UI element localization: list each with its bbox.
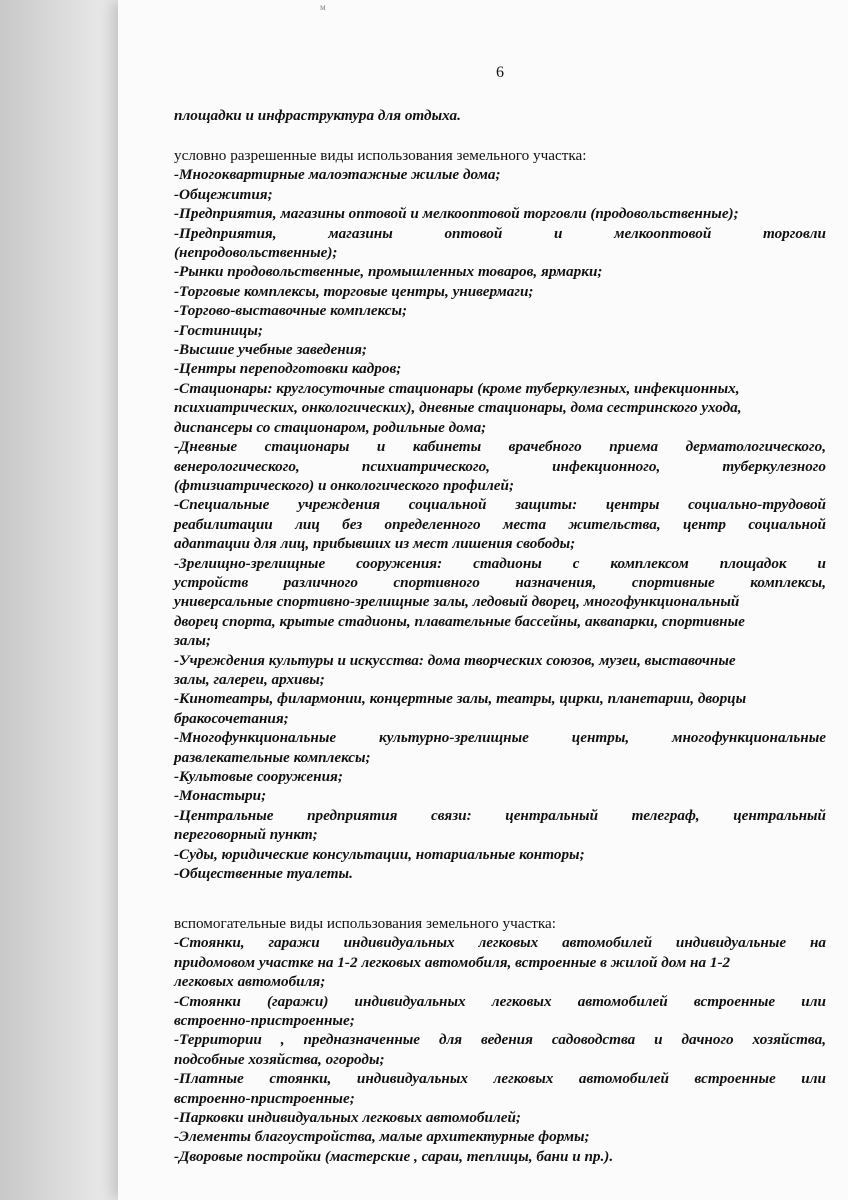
auxiliary-uses-section (174, 914, 826, 1166)
conditional-use-line: -Центры переподготовки кадров; (174, 360, 402, 378)
conditional-use-line: -Монастыри; (174, 787, 267, 805)
conditional-use-line: -Центральные предприятия связи: центральный телеграф, центральный (174, 806, 826, 824)
conditional-use-line: универсальные спортивно-зрелищные залы, ледовый дворец, многофункциональный (174, 593, 740, 611)
conditional-use-line: -Предприятия, магазины оптовой и мелкооптовой торговли (174, 224, 826, 242)
conditional-use-line: -Многоквартирные малоэтажные жилые дома; (174, 166, 501, 184)
conditional-use-line: -Суды, юридические консультации, нотариальные конторы; (174, 845, 585, 863)
conditional-use-line: (фтизиатрического) и онкологического профилей; (174, 476, 515, 494)
auxiliary-use-line: -Элементы благоустройства, малые архитектурные формы; (174, 1128, 590, 1146)
conditional-use-line: венерологического, психиатрического, инфекционного, туберкулезного (174, 457, 826, 475)
conditional-use-line: -Стационары: круглосуточные стационары (кроме туберкулезных, инфекционных, (174, 379, 740, 397)
conditional-use-line: -Общежития; (174, 185, 273, 203)
conditional-use-line: -Многофункциональные культурно-зрелищные центры, многофункциональные (174, 729, 826, 747)
conditional-use-line: залы; (174, 632, 211, 650)
conditional-use-line: дворец спорта, крытые стадионы, плавательные бассейны, аквапарки, спортивные (174, 612, 745, 630)
auxiliary-use-line: легковых автомобиля; (174, 973, 326, 991)
conditional-uses-list (174, 165, 826, 883)
auxiliary-uses-list (174, 933, 826, 1166)
auxiliary-use-line: -Дворовые постройки (мастерские , сараи, теплицы, бани и пр.). (174, 1147, 614, 1165)
auxiliary-use-line: подсобные хозяйства, огороды; (174, 1050, 385, 1068)
conditional-use-line: -Гостиницы; (174, 321, 263, 339)
conditional-use-line: -Общественные туалеты. (174, 865, 353, 883)
conditional-use-line: -Рынки продовольственные, промышленных товаров, ярмарки; (174, 263, 603, 281)
auxiliary-uses-heading: вспомогательные виды использования земельного участка: (174, 915, 556, 932)
conditional-use-line: реабилитации лиц без определенного места жительства, центр социальной (174, 515, 826, 533)
conditional-use-line: -Кинотеатры, филармонии, концертные залы, театры, цирки, планетарии, дворцы (174, 690, 747, 708)
conditional-use-line: -Высшие учебные заведения; (174, 341, 367, 359)
conditional-use-line: -Дневные стационары и кабинеты врачебного приема дерматологического, (174, 438, 826, 456)
conditional-uses-section (174, 146, 826, 883)
auxiliary-use-line: -Территории , предназначенные для ведения садоводства и дачного хозяйства, (174, 1031, 826, 1049)
continuation-text: площадки и инфраструктура для отдыха. (174, 107, 461, 124)
conditional-use-line: -Торгово-выставочные комплексы; (174, 302, 408, 320)
conditional-use-line: -Торговые комплексы, торговые центры, универмаги; (174, 282, 534, 300)
conditional-use-line: -Культовые сооружения; (174, 768, 343, 785)
auxiliary-use-line: -Платные стоянки, индивидуальных легковых автомобилей встроенные или (174, 1070, 826, 1088)
auxiliary-use-line: -Стоянки, гаражи индивидуальных легковых автомобилей индивидуальные на (174, 934, 826, 952)
conditional-use-line: переговорный пункт; (174, 826, 318, 844)
auxiliary-use-line: встроенно-пристроенные; (174, 1012, 355, 1030)
continuation-block (174, 106, 826, 125)
auxiliary-use-line: встроенно-пристроенные; (174, 1089, 355, 1107)
conditional-uses-heading: условно разрешенные виды использования земельного участка: (174, 147, 587, 164)
header-mark: м (320, 2, 326, 12)
conditional-use-line: (непродовольственные); (174, 244, 338, 262)
conditional-use-line: диспансеры со стационаром, родильные дома; (174, 418, 487, 436)
conditional-use-line: залы, галереи, архивы; (174, 670, 325, 688)
conditional-use-line: -Специальные учреждения социальной защиты: центры социально-трудовой (174, 496, 826, 514)
conditional-use-line: бракосочетания; (174, 709, 289, 727)
conditional-use-line: устройств различного спортивного назначения, спортивные комплексы, (174, 573, 826, 591)
auxiliary-use-line: придомовом участке на 1-2 легковых автомобиля, встроенные в жилой дом на 1-2 (174, 953, 731, 971)
conditional-use-line: -Зрелищно-зрелищные сооружения: стадионы с комплексом площадок и (174, 554, 826, 572)
auxiliary-use-line: -Стоянки (гаражи) индивидуальных легковых автомобилей встроенные или (174, 992, 826, 1010)
conditional-use-line: психиатрических, онкологических), дневные стационары, дома сестринского ухода, (174, 399, 742, 417)
conditional-use-line: -Предприятия, магазины оптовой и мелкооптовой торговли (продовольственные); (174, 205, 739, 223)
auxiliary-use-line: -Парковки индивидуальных легковых автомобилей; (174, 1109, 521, 1127)
page-number: 6 (496, 64, 504, 81)
conditional-use-line: -Учреждения культуры и искусства: дома творческих союзов, музеи, выставочные (174, 651, 736, 669)
conditional-use-line: развлекательные комплексы; (174, 748, 371, 766)
conditional-use-line: адаптации для лиц, прибывших из мест лишения свободы; (174, 535, 576, 553)
